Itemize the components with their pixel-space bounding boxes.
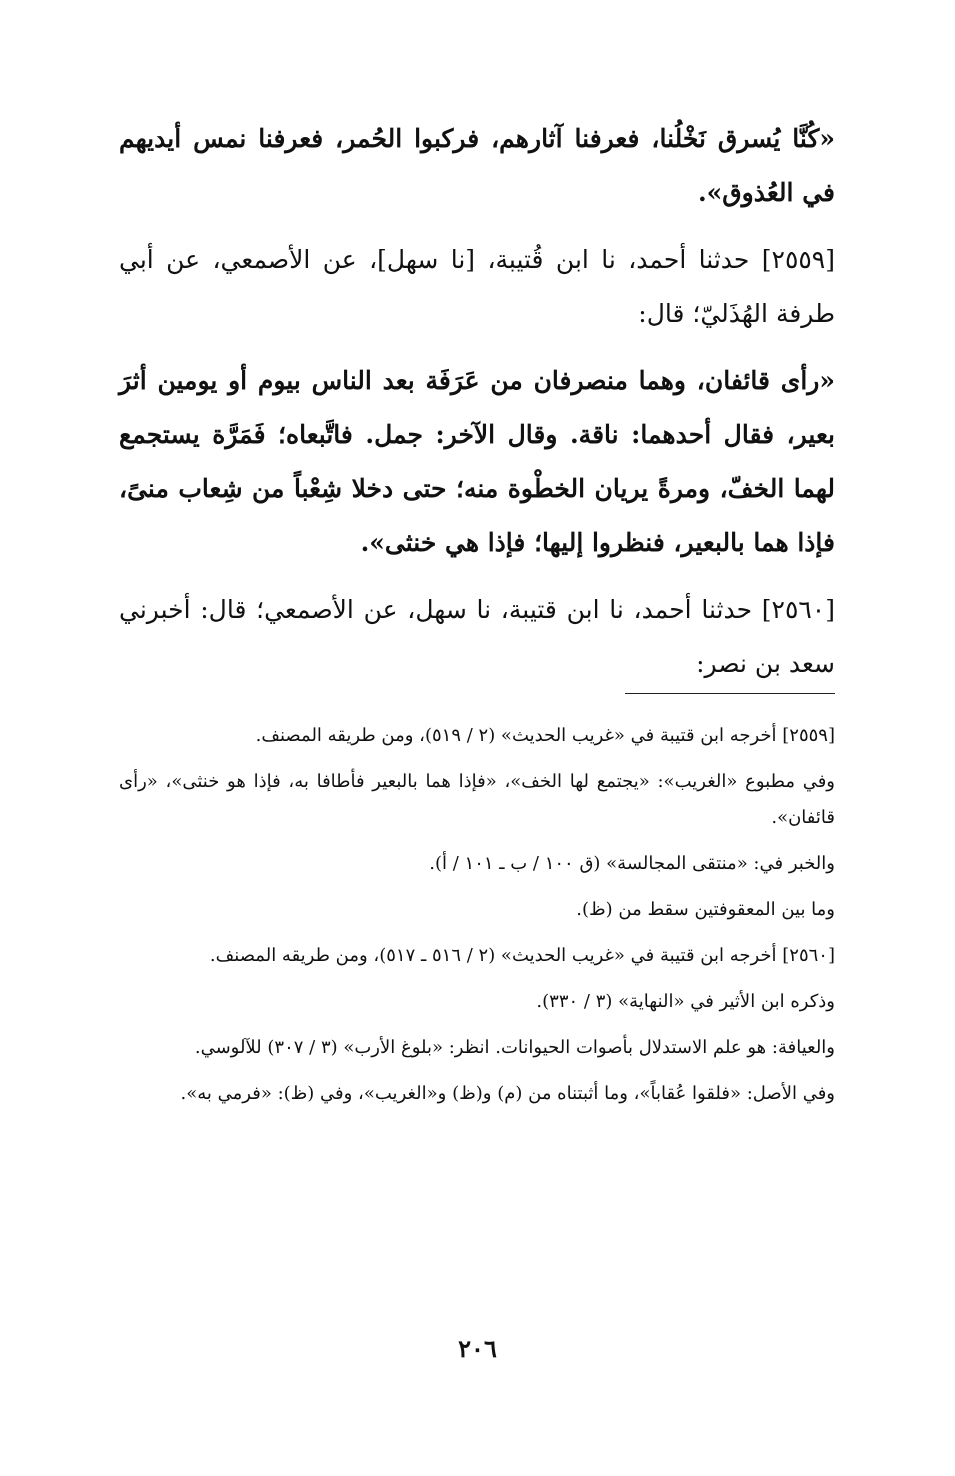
footnote: وذكره ابن الأثير في «النهاية» (٣ / ٣٣٠). [536,991,835,1012]
main-text [119,112,835,704]
hadith-isnad-2560: [٢٥٦٠] حدثنا أحمد، نا ابن قتيبة، نا سهل، عن الأصمعي؛ قال: أخبرني سعد بن نصر: [119,595,835,678]
footnote: وفي الأصل: «فلقوا عُقاباً»، وما أثبتناه من (م) و(ظ) و«الغريب»، وفي (ظ): «فرمي به». [180,1083,835,1104]
hadith-isnad-2559: [٢٥٥٩] حدثنا أحمد، نا ابن قُتيبة، [نا سهل]، عن الأصمعي، عن أبي طرفة الهُذَليّ؛ قال: [119,245,835,328]
quote-paragraph: «رأى قائفان، وهما منصرفان من عَرَفَة بعد الناس بيوم أو يومين أثرَ بعير، فقال أحدهما: ناقة. وقال الآخر: جمل. فاتَّبعاه؛ فَمَرَّة يستجمع لهما الخفّ، ومرةً يريان الخطْوة منه؛ حتى دخلا شِعْباً من شِعاب منىً، فإذا هما بالبعير، فنظروا إليها؛ فإذا هي خنثى». [119,366,835,557]
footnote: وفي مطبوع «الغريب»: «يجتمع لها الخف»، «فإذا هما بالبعير فأطافا به، فإذا هو خنثى»، «رأى قائفان». [119,771,835,828]
quote-paragraph: «كُنَّا يُسرق نَخْلُنا، فعرفنا آثارهم، فركبوا الحُمر، فعرفنا نمس أيديهم في العُذوق». [119,124,835,207]
footnote: [٢٥٥٩] أخرجه ابن قتيبة في «غريب الحديث» (٢ / ٥١٩)، ومن طريقه المصنف. [255,725,835,746]
footnotes [119,718,835,1122]
footnote: والعيافة: هو علم الاستدلال بأصوات الحيوانات. انظر: «بلوغ الأرب» (٣ / ٣٠٧) للآلوسي. [194,1037,835,1058]
footnote-divider [625,693,835,694]
footnote: وما بين المعقوفتين سقط من (ظ). [576,899,835,920]
footnote: والخبر في: «منتقى المجالسة» (ق ١٠٠ / ب ـ ١٠١ / أ). [429,853,835,874]
footnote: [٢٥٦٠] أخرجه ابن قتيبة في «غريب الحديث» (٢ / ٥١٦ ـ ٥١٧)، ومن طريقه المصنف. [209,945,835,966]
page-number: ٢٠٦ [458,1334,497,1363]
